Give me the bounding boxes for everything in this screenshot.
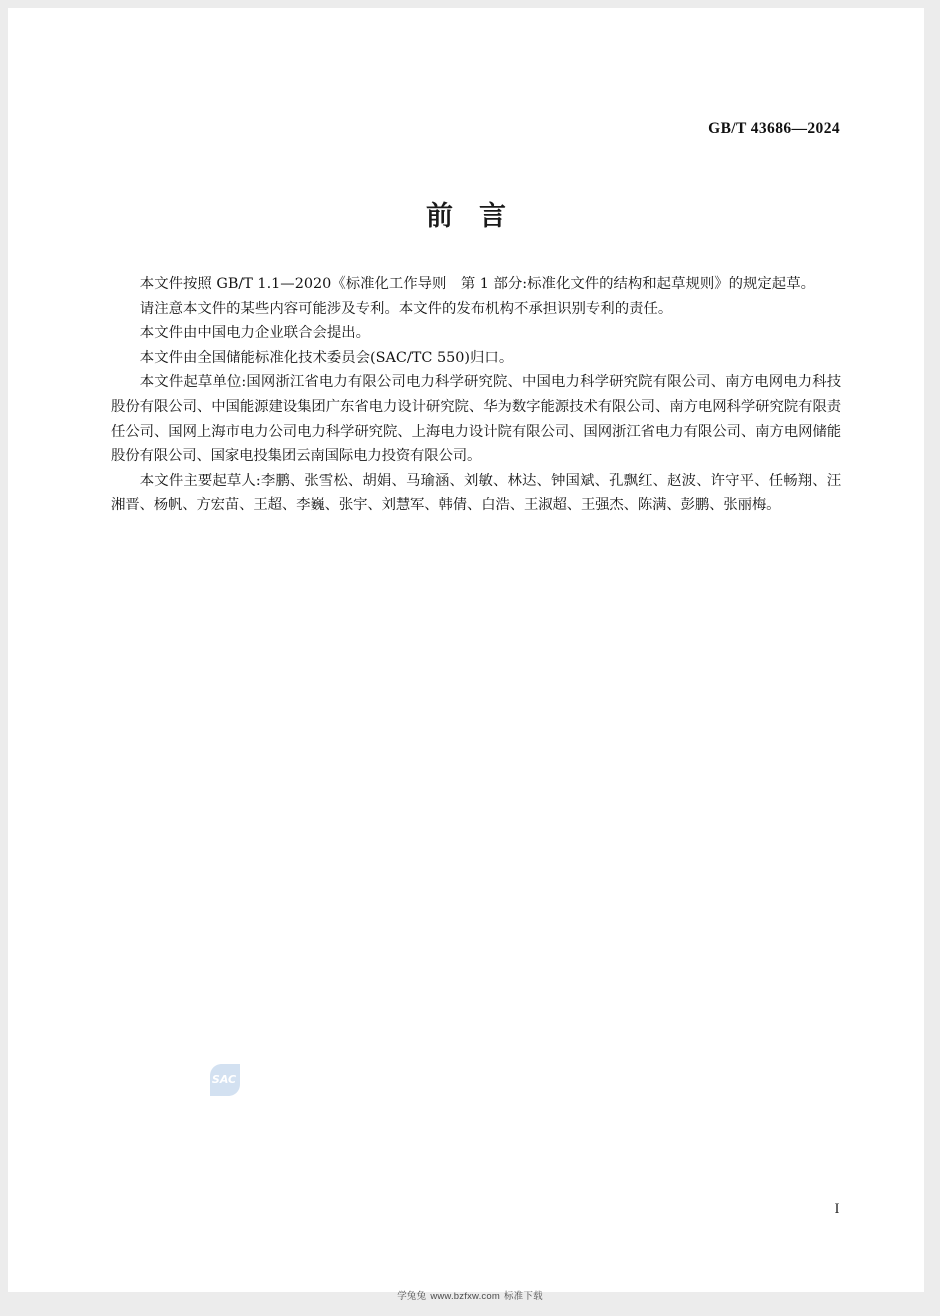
page-title-char-second: 言 <box>479 201 506 232</box>
foreword-paragraph-4: 本文件由全国储能标准化技术委员会(SAC/TC 550)归口。 <box>139 349 514 366</box>
foreword-paragraph-1: 本文件按照 GB/T 1.1—2020《标准化工作导则 第 1 部分:标准化文件的结构和起草规则》的规定起草。 <box>139 276 815 292</box>
foreword-paragraph-3: 本文件由中国电力企业联合会提出。 <box>139 325 371 342</box>
footer-suffix: 标准下载 <box>503 1291 543 1302</box>
running-header-standard-number: GB/T 43686—2024 <box>708 120 840 137</box>
page-title-char-first: 前 <box>426 201 453 232</box>
page-title <box>8 194 924 233</box>
foreword-paragraph-2: 请注意本文件的某些内容可能涉及专利。本文件的发布机构不承担识别专利的责任。 <box>139 300 673 317</box>
footer-url: www.bzfxw.com <box>430 1291 500 1302</box>
foreword-drafting-units-paragraph: 本文件起草单位:国网浙江省电力有限公司电力科学研究院、中国电力科学研究院有限公司、南方电网电力科技股份有限公司、中国能源建设集团广东省电力设计研究院、华为数字能源技术有限公司、南方电网科学研究院有限责任公司、国网上海市电力公司电力科学研究院、上海电力设计院有限公司、国网浙江省电力有限公司、南方电网储能股份有限公司、国家电投集团云南国际电力投资有限公司。 <box>111 374 841 465</box>
sac-watermark-logo <box>204 1056 252 1104</box>
svg-text:SAC: SAC <box>211 1073 237 1086</box>
page-number: I <box>834 1201 840 1217</box>
foreword-body <box>111 272 841 518</box>
site-watermark-footer <box>0 1288 940 1302</box>
document-page <box>8 8 924 1292</box>
footer-brand: 学兔兔 <box>397 1291 427 1302</box>
foreword-drafters-paragraph: 本文件主要起草人:李鹏、张雪松、胡娟、马瑜涵、刘敏、林达、钟国斌、孔飘红、赵波、许守平、任畅翔、汪湘晋、杨帆、方宏苗、王超、李巍、张宇、刘慧军、韩倩、白浩、王淑超、王强杰、陈满、彭鹏、张丽梅。 <box>111 472 841 514</box>
